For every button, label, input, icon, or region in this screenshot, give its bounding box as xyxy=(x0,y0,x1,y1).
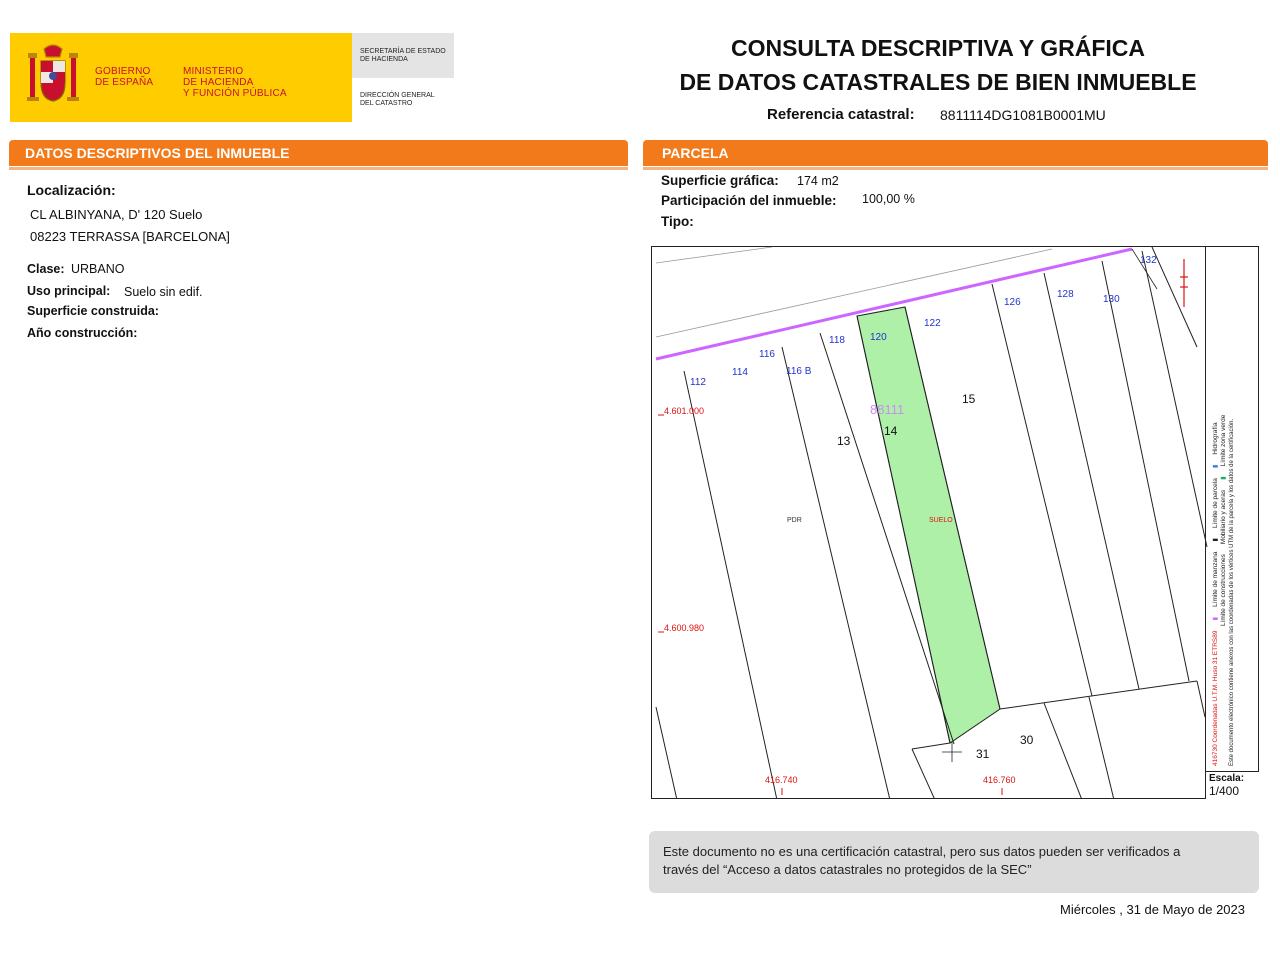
legend-swatch: ▮ xyxy=(1212,616,1219,621)
secretaria-text xyxy=(360,48,446,64)
legend-item: Límite zona verde xyxy=(1220,414,1227,467)
legend-swatch: ▮ xyxy=(1212,538,1219,542)
direccion-line: DEL CATASTRO xyxy=(360,100,413,107)
note-line: Este documento no es una certificación catastral, pero sus datos pueden ser verificados a xyxy=(663,844,1181,859)
cross-marker xyxy=(942,742,962,762)
secretaria-block xyxy=(352,33,454,78)
tipo-label: Tipo: xyxy=(661,214,694,229)
legend-rotated xyxy=(1210,246,1236,766)
clase-value: URBANO xyxy=(71,262,125,276)
map-legend xyxy=(1205,246,1259,772)
ministry-line: Y FUNCIÓN PÚBLICA xyxy=(183,88,287,99)
note-line: través del “Acceso a datos catastrales no protegidos de la SEC” xyxy=(663,862,1032,877)
parcel-number: 31 xyxy=(976,747,990,761)
document-date: Miércoles , 31 de Mayo de 2023 xyxy=(1060,902,1245,917)
section-title-part: INMUEBLE xyxy=(216,145,290,161)
document-title-line2: DE DATOS CATASTRALES DE BIEN INMUEBLE xyxy=(679,69,1197,95)
street-number: 122 xyxy=(924,318,941,329)
gobierno-logo-block xyxy=(10,33,352,122)
legend-row xyxy=(1220,246,1228,766)
legend-item: Límite de manzana xyxy=(1212,551,1219,607)
superficie-grafica-label: Superficie gráfica: xyxy=(661,173,779,188)
coord-y-label: 4.600.980 xyxy=(664,623,705,633)
coord-x-label: 416.740 xyxy=(765,775,798,785)
section-bar-datos xyxy=(9,140,628,166)
highlighted-parcel xyxy=(857,307,1000,743)
secretaria-line: SECRETARÍA DE ESTADO xyxy=(360,48,446,55)
street-number: 128 xyxy=(1057,289,1074,300)
pdr-label: PDR xyxy=(787,517,802,524)
anio-construccion-label: Año construcción: xyxy=(27,326,138,340)
street-number: 114 xyxy=(732,367,748,378)
section-bar-parcela: PARCELA xyxy=(643,140,1268,166)
parcel-number: 30 xyxy=(1020,733,1034,747)
street-number: 130 xyxy=(1103,294,1120,305)
parcel-number: 15 xyxy=(962,392,976,406)
legend-swatch: ▮ xyxy=(1220,476,1227,480)
map-drawing xyxy=(652,247,1259,799)
scale-box xyxy=(1205,771,1259,799)
gobierno-text xyxy=(95,66,153,88)
document-title-line1: CONSULTA DESCRIPTIVA Y GRÁFICA xyxy=(730,35,1146,61)
uso-value: Suelo sin edif. xyxy=(124,285,203,299)
gov-line: GOBIERNO xyxy=(95,66,151,77)
participacion-value: 100,00 % xyxy=(862,192,915,206)
legend-doc: Este documento electrónico contiene anexos con las coordenadas de los vértices UTM de la parcela y los datos de la certificación. xyxy=(1229,418,1235,766)
coat-of-arms-icon xyxy=(24,43,82,111)
parcel-number: 13 xyxy=(837,434,851,448)
referencia-value: 8811114DG1081B0001MU xyxy=(940,107,1106,123)
gov-line: DE ESPAÑA xyxy=(95,77,154,88)
legend-item: Límite de parcela xyxy=(1212,478,1219,529)
clase-label: Clase: xyxy=(27,262,65,276)
street-number: 116 B xyxy=(786,366,812,377)
street-number: 132 xyxy=(1140,255,1157,266)
suelo-label: SUELO xyxy=(929,517,953,524)
scale-value: 1/400 xyxy=(1209,784,1240,798)
direccion-text xyxy=(360,92,435,108)
ministry-line: MINISTERIO xyxy=(183,66,244,77)
street-number: 126 xyxy=(1004,297,1021,308)
hydrant-icon xyxy=(1180,259,1188,307)
section-title-part: DATOS DESCRIPTIVOS DEL xyxy=(25,145,217,161)
block-id: 88111 xyxy=(870,402,905,417)
parcel-number: 14 xyxy=(884,424,898,438)
legend-item: Límite de construcciones xyxy=(1220,554,1227,626)
direccion-line: DIRECCIÓN GENERAL xyxy=(360,92,435,99)
legend-row xyxy=(1212,246,1220,766)
street-number: 118 xyxy=(829,335,845,346)
cadastral-map[interactable] xyxy=(651,246,1259,799)
coord-x-label: 416.760 xyxy=(983,775,1016,785)
legend-item: Hidrografía xyxy=(1212,422,1219,455)
coord-y-label: 4.601.000 xyxy=(664,406,705,416)
secretaria-line: DE HACIENDA xyxy=(360,56,408,63)
legend-swatch: ▮ xyxy=(1212,464,1219,469)
ministry-line: DE HACIENDA xyxy=(183,77,254,88)
address-line1: CL ALBINYANA, D' 120 Suelo xyxy=(30,207,203,222)
street-number: 120 xyxy=(870,332,887,343)
superficie-grafica-value: 174 m2 xyxy=(797,174,839,188)
street-number: 112 xyxy=(690,377,706,388)
disclaimer-note xyxy=(649,831,1259,893)
legend-utm: 416730 Coordenadas U.T.M. Huso 31 ETRS89 xyxy=(1212,630,1219,766)
localizacion-label: Localización: xyxy=(27,182,116,198)
address-line2: 08223 TERRASSA [BARCELONA] xyxy=(30,229,230,244)
scale-label: Escala: xyxy=(1209,773,1245,784)
superficie-construida-label: Superficie construida: xyxy=(27,304,159,318)
legend-item: Mobiliario y aceras xyxy=(1220,489,1227,545)
street-number: 116 xyxy=(759,349,775,360)
uso-label: Uso principal: xyxy=(27,284,111,298)
referencia-label: Referencia catastral: xyxy=(767,106,915,123)
participacion-label: Participación del inmueble: xyxy=(661,193,837,208)
ministerio-text xyxy=(183,66,287,99)
